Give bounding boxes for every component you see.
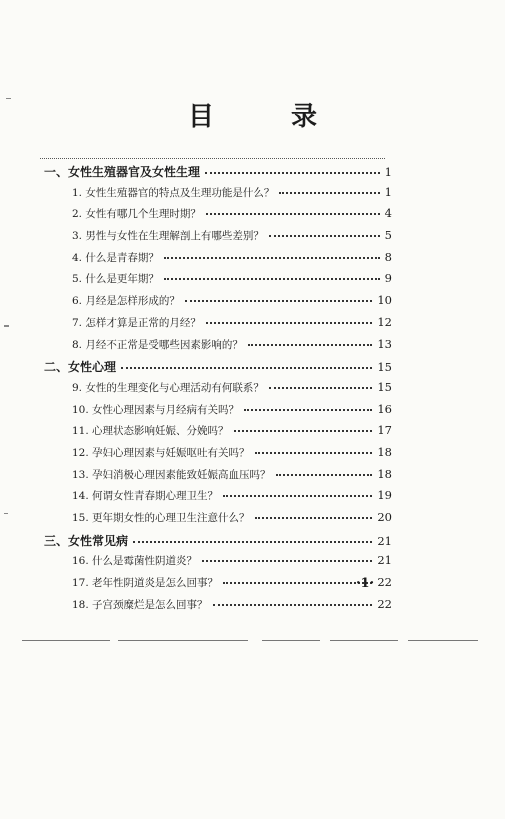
toc-entry [44,206,392,228]
toc-entry-title: 6. 月经是怎样形成的？ [72,295,180,308]
dot-leader [244,408,372,411]
dot-leader [206,321,373,324]
toc-entry-title: 三、女性常见病 [44,533,129,548]
toc-entry-page: 15 [377,360,392,375]
scan-mark-left [4,325,9,327]
toc-entry-title: 2. 女性有哪几个生理时期？ [72,208,201,221]
toc-entry-title: 3. 男性与女性在生理解剖上有哪些差别？ [72,230,264,243]
toc-entry-page: 22 [377,575,392,590]
toc-entry-title: 4. 什么是青春期？ [72,251,159,264]
scan-mark-left [6,98,11,99]
dot-leader [248,343,373,346]
toc-entry [44,402,392,424]
toc-entry-title: 12. 孕妇心理因素与妊娠呕吐有关吗？ [72,446,250,459]
toc-entry [44,271,392,293]
toc-section [44,358,392,380]
page-number: ·1· [356,576,375,591]
toc-entry-title: 7. 怎样才算是正常的月经？ [72,316,201,329]
toc-entry-title: 二、女性心理 [44,360,117,375]
toc-entry-title: 9. 女性的生理变化与心理活动有何联系？ [72,381,264,394]
toc-entry-page: 18 [377,444,392,459]
scan-line [408,640,478,641]
toc-entry [44,488,392,510]
toc-entry-title: 11. 心理状态影响妊娠、分娩吗？ [72,425,229,438]
toc-entry [44,315,392,337]
dot-leader [164,277,380,280]
toc-entry-title: 17. 老年性阴道炎是怎么回事？ [72,577,219,590]
toc-entry-title: 14. 何谓女性青春期心理卫生？ [72,490,219,503]
toc-entry-page: 9 [384,271,392,286]
dot-leader [206,212,380,215]
scan-line [330,640,398,641]
toc-entry [44,250,392,272]
dot-leader [121,366,372,369]
scan-line [262,640,320,641]
dot-leader [202,559,372,562]
toc-entry-title: 13. 孕妇消极心理因素能致妊娠高血压吗？ [72,468,271,481]
dot-leader [164,256,380,259]
toc-entry-page: 5 [384,228,392,243]
toc-entry-page: 16 [377,401,392,416]
toc-entry-title: 8. 月经不正常是受哪些因素影响的？ [72,338,243,351]
toc-entry [44,553,392,575]
dot-leader [223,494,372,497]
toc-entry-page: 20 [377,510,392,524]
toc-entry [44,423,392,445]
dot-leader [234,429,373,432]
scan-line [22,640,110,641]
toc-entry [44,337,392,359]
toc-entry [44,185,392,207]
scan-mark-left [4,513,8,514]
dot-leader [269,386,373,389]
toc-entry [44,228,392,250]
toc-entry-title: 5. 什么是更年期？ [72,273,159,286]
toc-entry-title: 一、女性生殖器官及女性生理 [44,165,201,179]
dot-leader [255,451,373,454]
toc-entry [44,575,392,597]
toc-entry-title: 1. 女性生殖器官的特点及生理功能是什么？ [72,186,275,199]
dot-leader [276,473,373,476]
toc-entry-page: 21 [377,533,392,548]
table-of-contents [44,163,392,618]
toc-entry-page: 22 [377,596,392,611]
page-title: 目 录 [187,102,352,132]
dot-leader [269,234,380,237]
toc-entry-page: 4 [384,206,392,221]
toc-entry-page: 12 [377,314,392,329]
toc-entry-title: 18. 子宫颈糜烂是怎么回事？ [72,598,208,611]
toc-entry [44,293,392,315]
toc-entry-page: 1 [384,165,392,179]
dot-leader [185,299,373,302]
toc-entry-page: 8 [384,249,392,264]
dot-leader [255,516,373,519]
toc-entry [44,597,392,619]
dot-leader [205,171,380,174]
toc-section [44,532,392,554]
toc-entry [44,380,392,402]
toc-section [44,163,392,185]
toc-entry-page: 1 [384,184,392,199]
toc-entry [44,445,392,467]
toc-entry-page: 21 [377,553,392,568]
toc-entry-page: 15 [377,379,392,394]
toc-entry-title: 10. 女性心理因素与月经病有关吗？ [72,403,240,416]
scan-line [118,640,248,641]
toc-entry-page: 10 [377,293,392,308]
toc-entry-title: 15. 更年期女性的心理卫生注意什么？ [72,512,250,524]
toc-top-rule [40,158,385,159]
dot-leader [133,540,372,543]
toc-entry-page: 18 [377,466,392,481]
toc-entry-page: 19 [377,488,392,503]
toc-entry-page: 17 [377,423,392,438]
toc-entry-page: 13 [377,336,392,351]
toc-entry-title: 16. 什么是霉菌性阴道炎？ [72,555,198,568]
toc-entry [44,510,392,532]
dot-leader [213,603,373,606]
dot-leader [223,581,372,584]
dot-leader [279,191,379,194]
toc-entry [44,467,392,489]
